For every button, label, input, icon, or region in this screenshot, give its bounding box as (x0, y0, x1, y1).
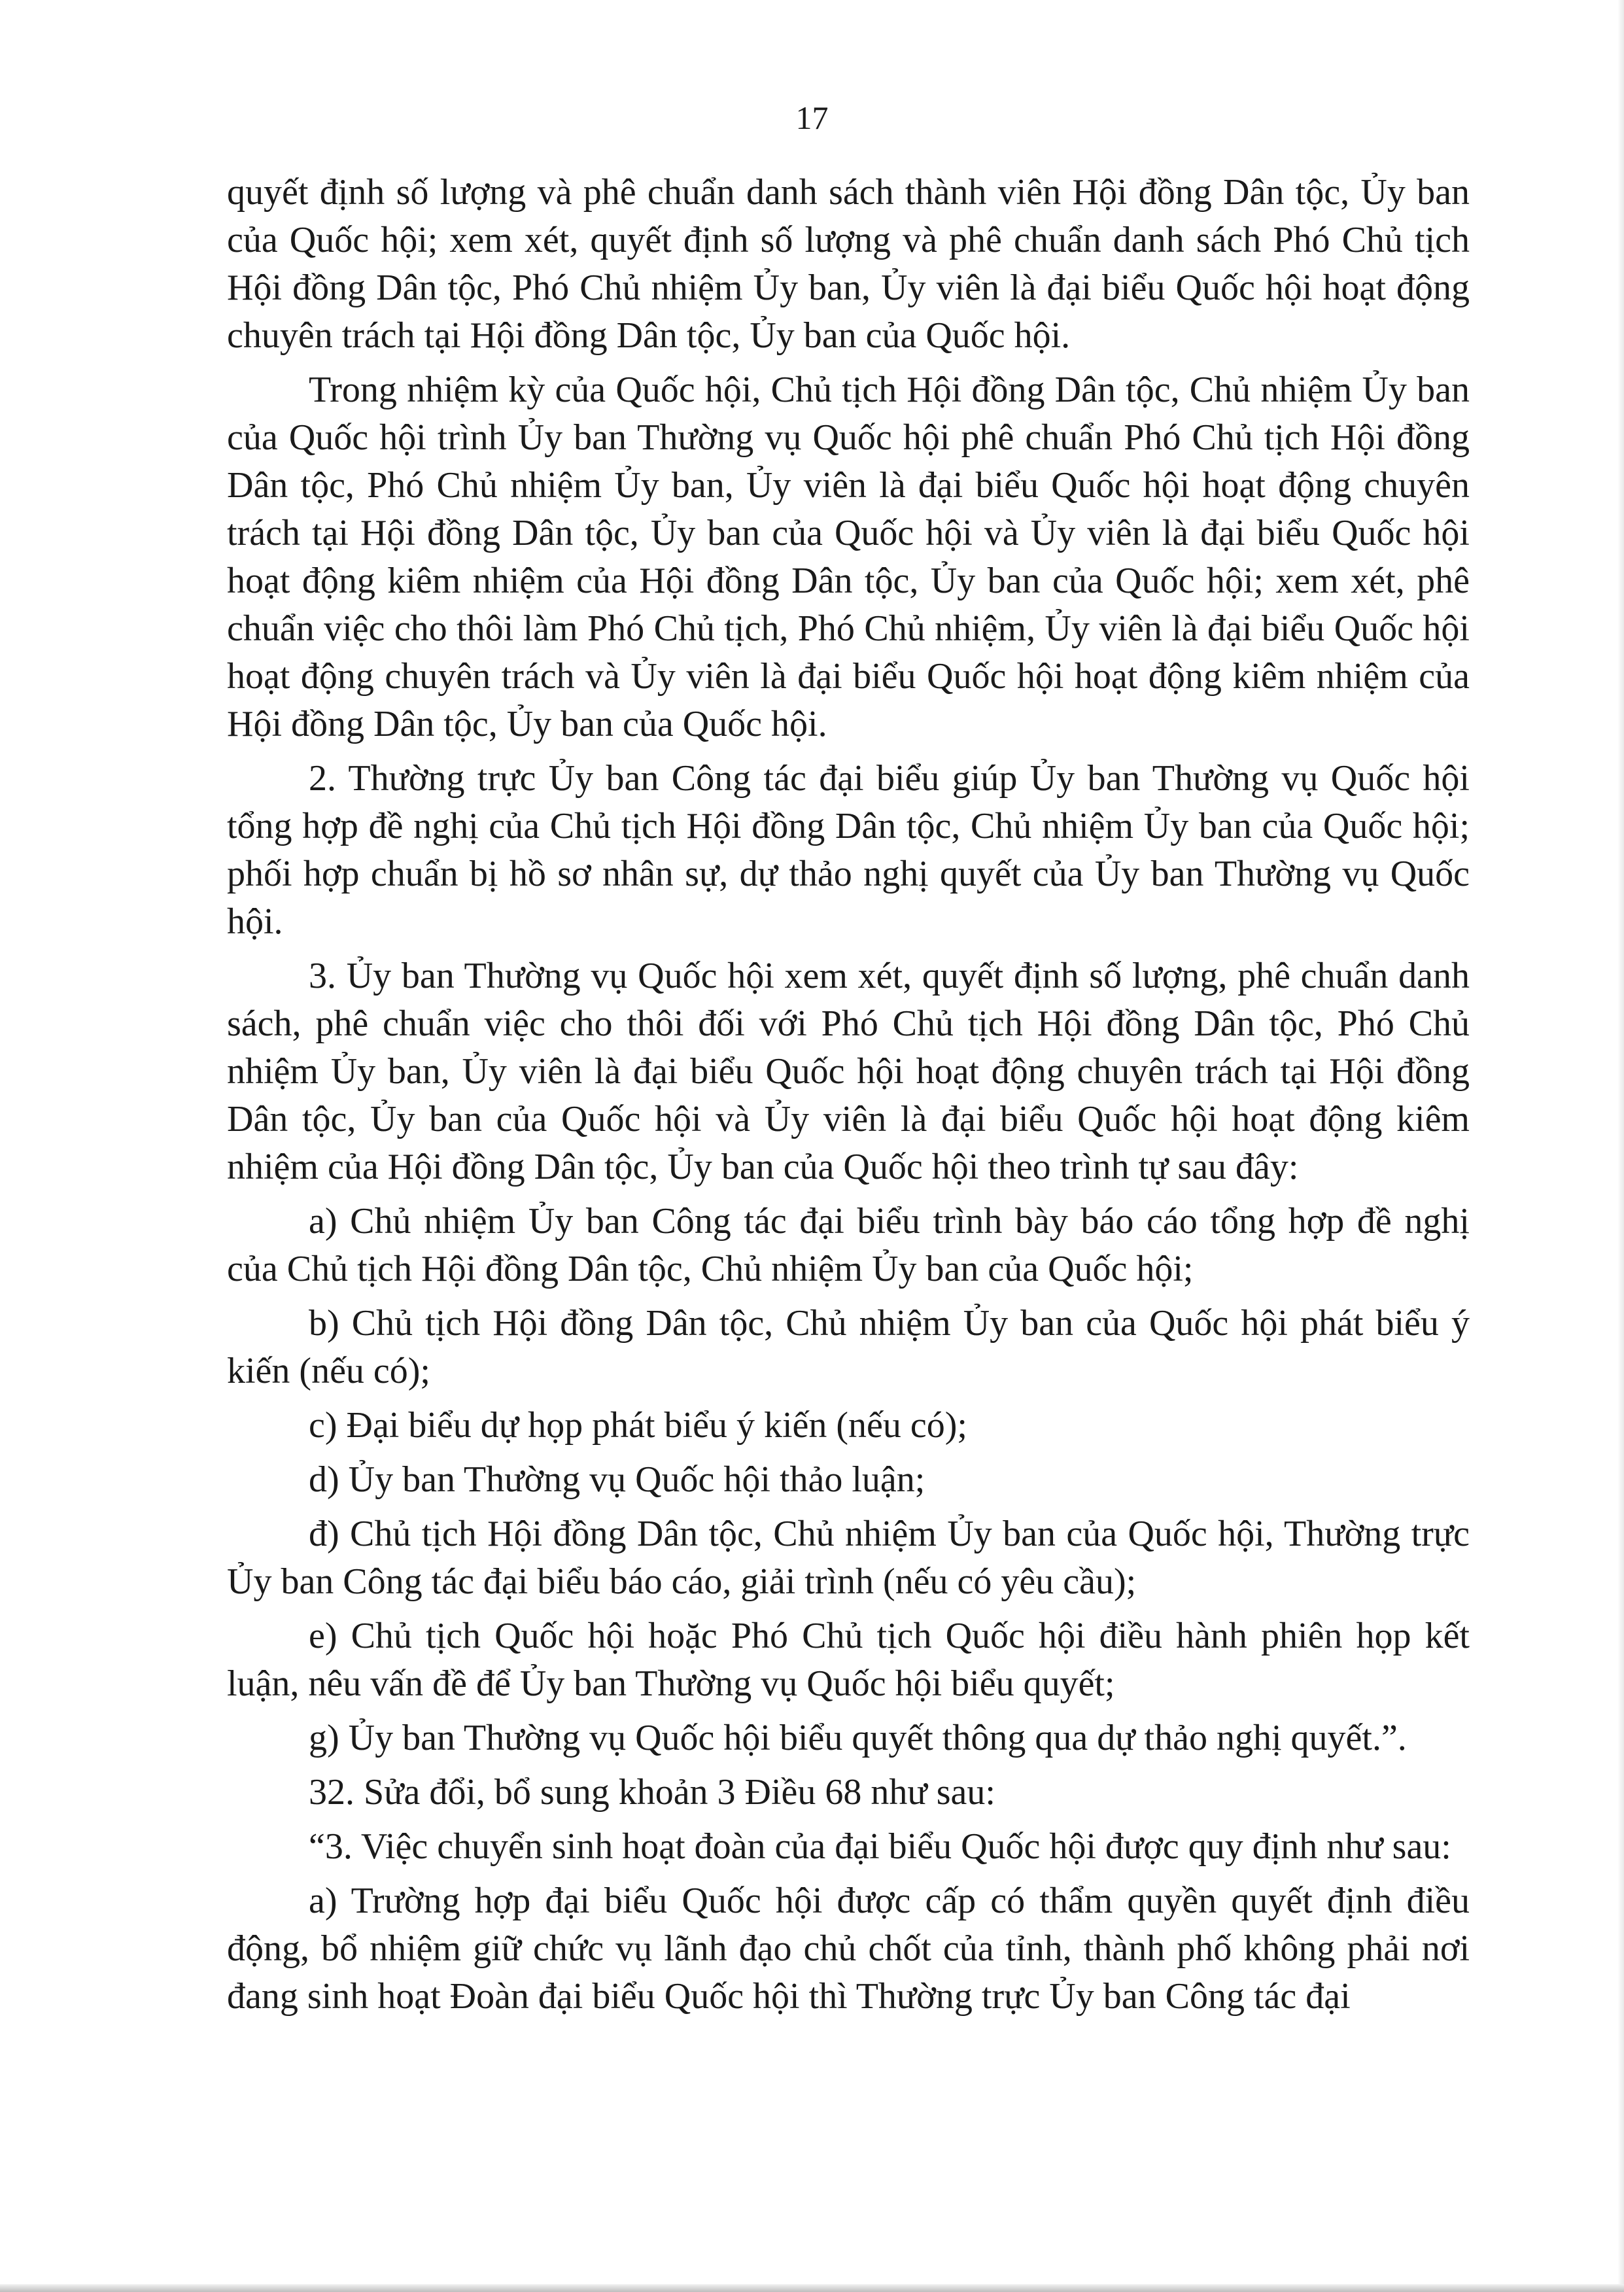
page-number: 17 (795, 99, 829, 136)
scan-edge-right (1617, 0, 1624, 2292)
paragraph-point-c: c) Đại biểu dự họp phát biểu ý kiến (nếu có); (309, 1405, 967, 1446)
document-body (227, 169, 1470, 2027)
paragraph-clause-2: 2. Thường trực Ủy ban Công tác đại biểu giúp Ủy ban Thường vụ Quốc hội tổng hợp đề nghị của Chủ tịch Hội đồng Dân tộc, Chủ nhiệm Ủy ban của Quốc hội; phối hợp chuẩn bị hồ sơ nhân sự, dự thảo nghị quyết của Ủy ban Thường vụ Quốc hội. (227, 758, 1470, 942)
paragraph-point-b: b) Chủ tịch Hội đồng Dân tộc, Chủ nhiệm Ủy ban của Quốc hội phát biểu ý kiến (nếu có); (227, 1303, 1470, 1391)
paragraph-point-e: e) Chủ tịch Quốc hội hoặc Phó Chủ tịch Quốc hội điều hành phiên họp kết luận, nêu vấn đề để Ủy ban Thường vụ Quốc hội biểu quyết; (227, 1616, 1470, 1704)
paragraph-term-approval: Trong nhiệm kỳ của Quốc hội, Chủ tịch Hội đồng Dân tộc, Chủ nhiệm Ủy ban của Quốc hội trình Ủy ban Thường vụ Quốc hội phê chuẩn Phó Chủ tịch Hội đồng Dân tộc, Phó Chủ nhiệm Ủy ban, Ủy viên là đại biểu Quốc hội hoạt động chuyên trách tại Hội đồng Dân tộc, Ủy ban của Quốc hội và Ủy viên là đại biểu Quốc hội hoạt động kiêm nhiệm của Hội đồng Dân tộc, Ủy ban của Quốc hội; xem xét, phê chuẩn việc cho thôi làm Phó Chủ tịch, Phó Chủ nhiệm, Ủy viên là đại biểu Quốc hội hoạt động chuyên trách và Ủy viên là đại biểu Quốc hội hoạt động kiêm nhiệm của Hội đồng Dân tộc, Ủy ban của Quốc hội. (227, 370, 1470, 744)
paragraph-point-dd: đ) Chủ tịch Hội đồng Dân tộc, Chủ nhiệm Ủy ban của Quốc hội, Thường trực Ủy ban Công tác đại biểu báo cáo, giải trình (nếu có yêu cầu); (227, 1514, 1470, 1602)
paragraph-point-g: g) Ủy ban Thường vụ Quốc hội biểu quyết thông qua dự thảo nghị quyết.”. (309, 1718, 1407, 1758)
paragraph-point-d: d) Ủy ban Thường vụ Quốc hội thảo luận; (309, 1459, 925, 1500)
paragraph-amended-point-a: a) Trường hợp đại biểu Quốc hội được cấp có thẩm quyền quyết định điều động, bổ nhiệm giữ chức vụ lãnh đạo chủ chốt của tỉnh, thành phố không phải nơi đang sinh hoạt Đoàn đại biểu Quốc hội thì Thường trực Ủy ban Công tác đại (227, 1881, 1470, 2017)
paragraph-clause-3: 3. Ủy ban Thường vụ Quốc hội xem xét, quyết định số lượng, phê chuẩn danh sách, phê chuẩn việc cho thôi đối với Phó Chủ tịch Hội đồng Dân tộc, Phó Chủ nhiệm Ủy ban, Ủy viên là đại biểu Quốc hội hoạt động chuyên trách tại Hội đồng Dân tộc, Ủy ban của Quốc hội và Ủy viên là đại biểu Quốc hội hoạt động kiêm nhiệm của Hội đồng Dân tộc, Ủy ban của Quốc hội theo trình tự sau đây: (227, 956, 1470, 1187)
paragraph-item-32: 32. Sửa đổi, bổ sung khoản 3 Điều 68 như sau: (309, 1772, 995, 1813)
paragraph-point-a: a) Chủ nhiệm Ủy ban Công tác đại biểu trình bày báo cáo tổng hợp đề nghị của Chủ tịch Hội đồng Dân tộc, Chủ nhiệm Ủy ban của Quốc hội; (227, 1201, 1470, 1289)
scan-edge-bottom (0, 2284, 1624, 2292)
paragraph-amended-clause-3: “3. Việc chuyển sinh hoạt đoàn của đại biểu Quốc hội được quy định như sau: (309, 1826, 1451, 1867)
paragraph-continuation: quyết định số lượng và phê chuẩn danh sách thành viên Hội đồng Dân tộc, Ủy ban của Quốc hội; xem xét, quyết định số lượng và phê chuẩn danh sách Phó Chủ tịch Hội đồng Dân tộc, Phó Chủ nhiệm Ủy ban, Ủy viên là đại biểu Quốc hội hoạt động chuyên trách tại Hội đồng Dân tộc, Ủy ban của Quốc hội. (227, 172, 1470, 356)
